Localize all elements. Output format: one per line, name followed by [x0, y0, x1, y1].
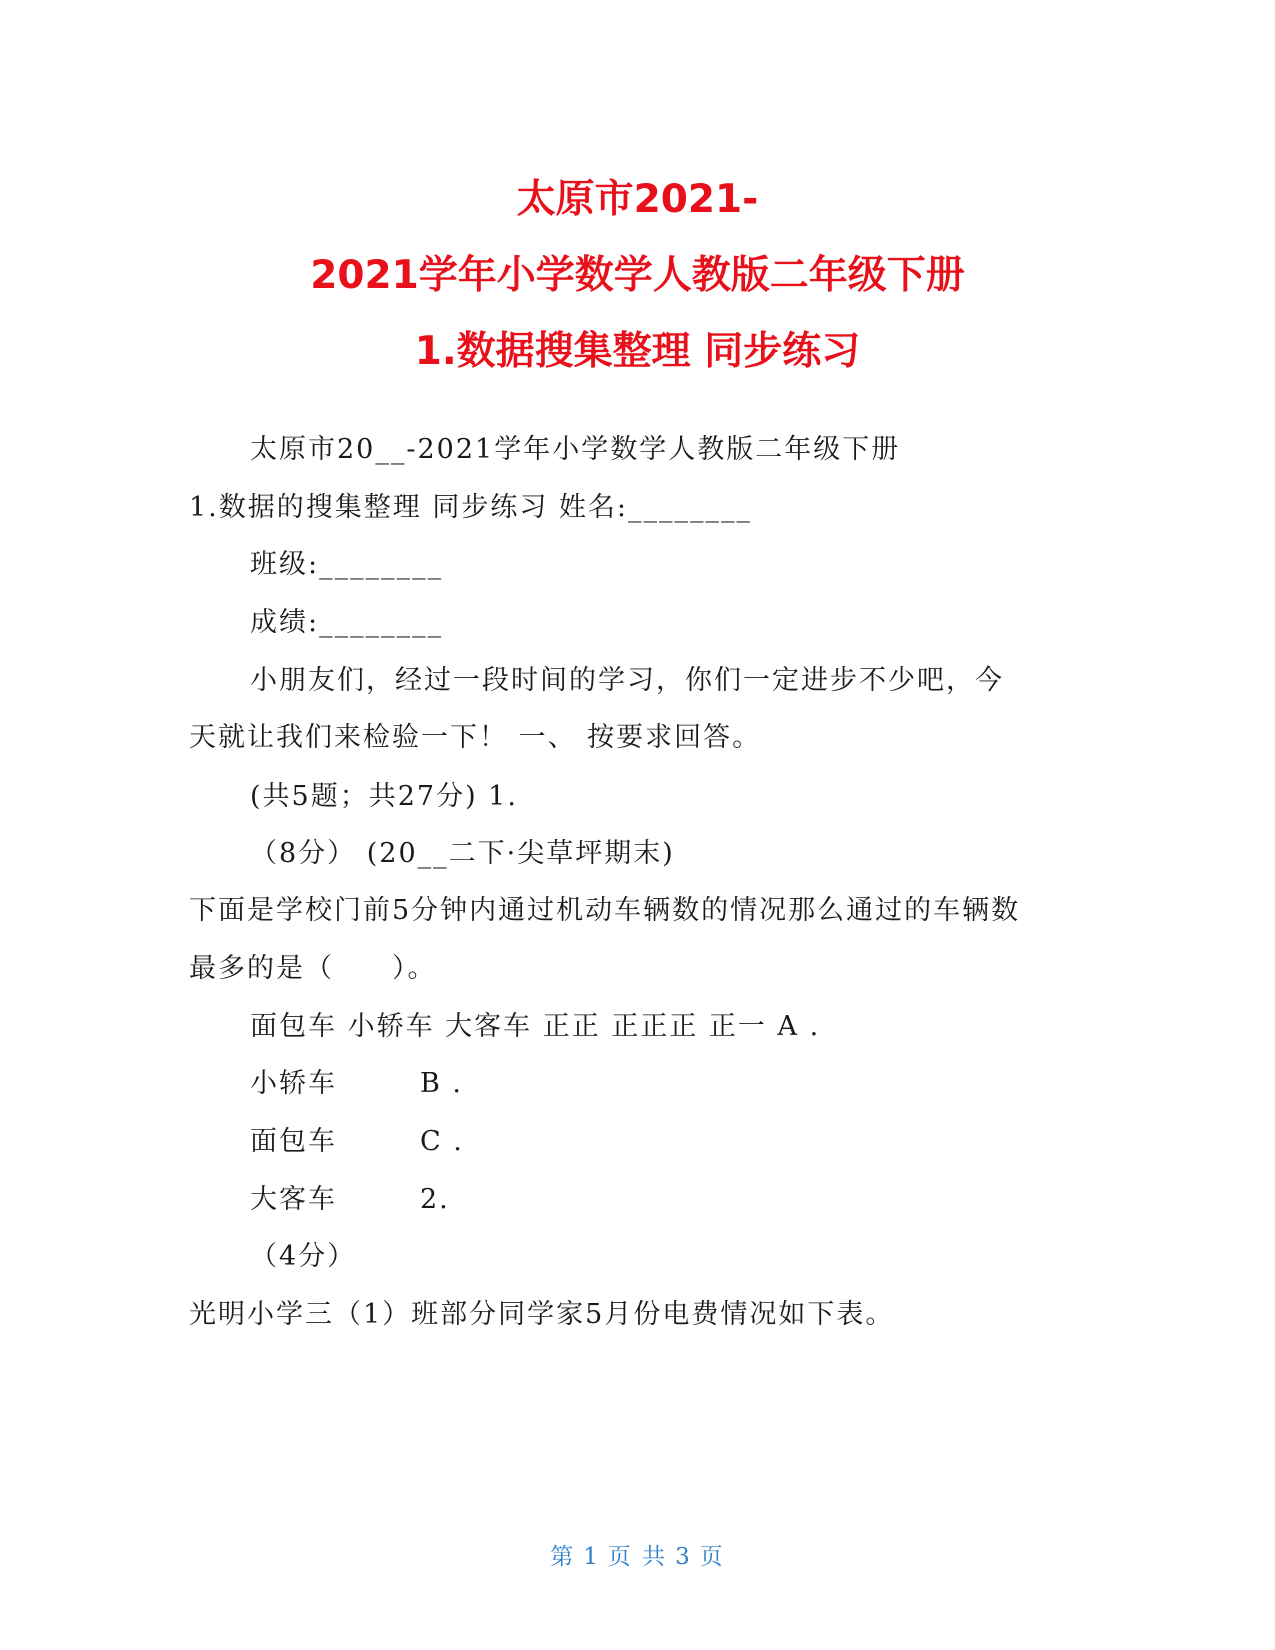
question-1-text-2: 最多的是（ ）。	[189, 953, 437, 984]
option-row	[250, 1067, 463, 1101]
option-next: C .	[420, 1126, 464, 1157]
option-next: 2.	[420, 1184, 450, 1215]
footer-middle: 页 共	[607, 1544, 668, 1570]
option-row	[250, 1183, 450, 1217]
score-line: 成绩:________	[250, 607, 444, 638]
document-title-line-2: 2021学年小学数学人教版二年级下册	[310, 253, 965, 298]
option-label: 小轿车	[250, 1068, 337, 1099]
option-label: 面包车	[250, 1126, 337, 1157]
footer-page-number: 1	[583, 1544, 600, 1570]
intro-line-2: 天就让我们来检验一下！ 一、 按要求回答。	[189, 722, 762, 753]
question-2-text: 光明小学三（1）班部分同学家5月份电费情况如下表。	[189, 1299, 895, 1330]
question-1-meta: （8分） (20__二下·尖草坪期末)	[250, 838, 675, 869]
name-line: 1.数据的搜集整理 同步练习 姓名:________	[189, 492, 753, 523]
document-title-line-1: 太原市2021-	[516, 177, 759, 222]
option-next: B .	[420, 1068, 464, 1099]
question-1-text-1: 下面是学校门前5分钟内通过机动车辆数的情况那么通过的车辆数	[189, 895, 1021, 926]
section-line: (共5题；共27分) 1.	[250, 781, 518, 812]
footer-suffix: 页	[699, 1544, 725, 1570]
class-line: 班级:________	[250, 549, 444, 580]
option-label: 大客车	[250, 1184, 337, 1215]
footer-total-pages: 3	[675, 1544, 692, 1570]
page-footer	[0, 1538, 1275, 1571]
footer-prefix: 第	[550, 1544, 576, 1570]
question-2-meta: （4分）	[250, 1241, 357, 1272]
option-row	[250, 1125, 464, 1159]
question-1-table-line: 面包车 小轿车 大客车 正正 正正正 正一 A .	[250, 1011, 821, 1042]
document-title-line-3: 1.数据搜集整理 同步练习	[414, 329, 861, 374]
header-line: 太原市20__-2021学年小学数学人教版二年级下册	[250, 434, 901, 465]
intro-line-1: 小朋友们，经过一段时间的学习，你们一定进步不少吧，今	[250, 665, 1004, 696]
